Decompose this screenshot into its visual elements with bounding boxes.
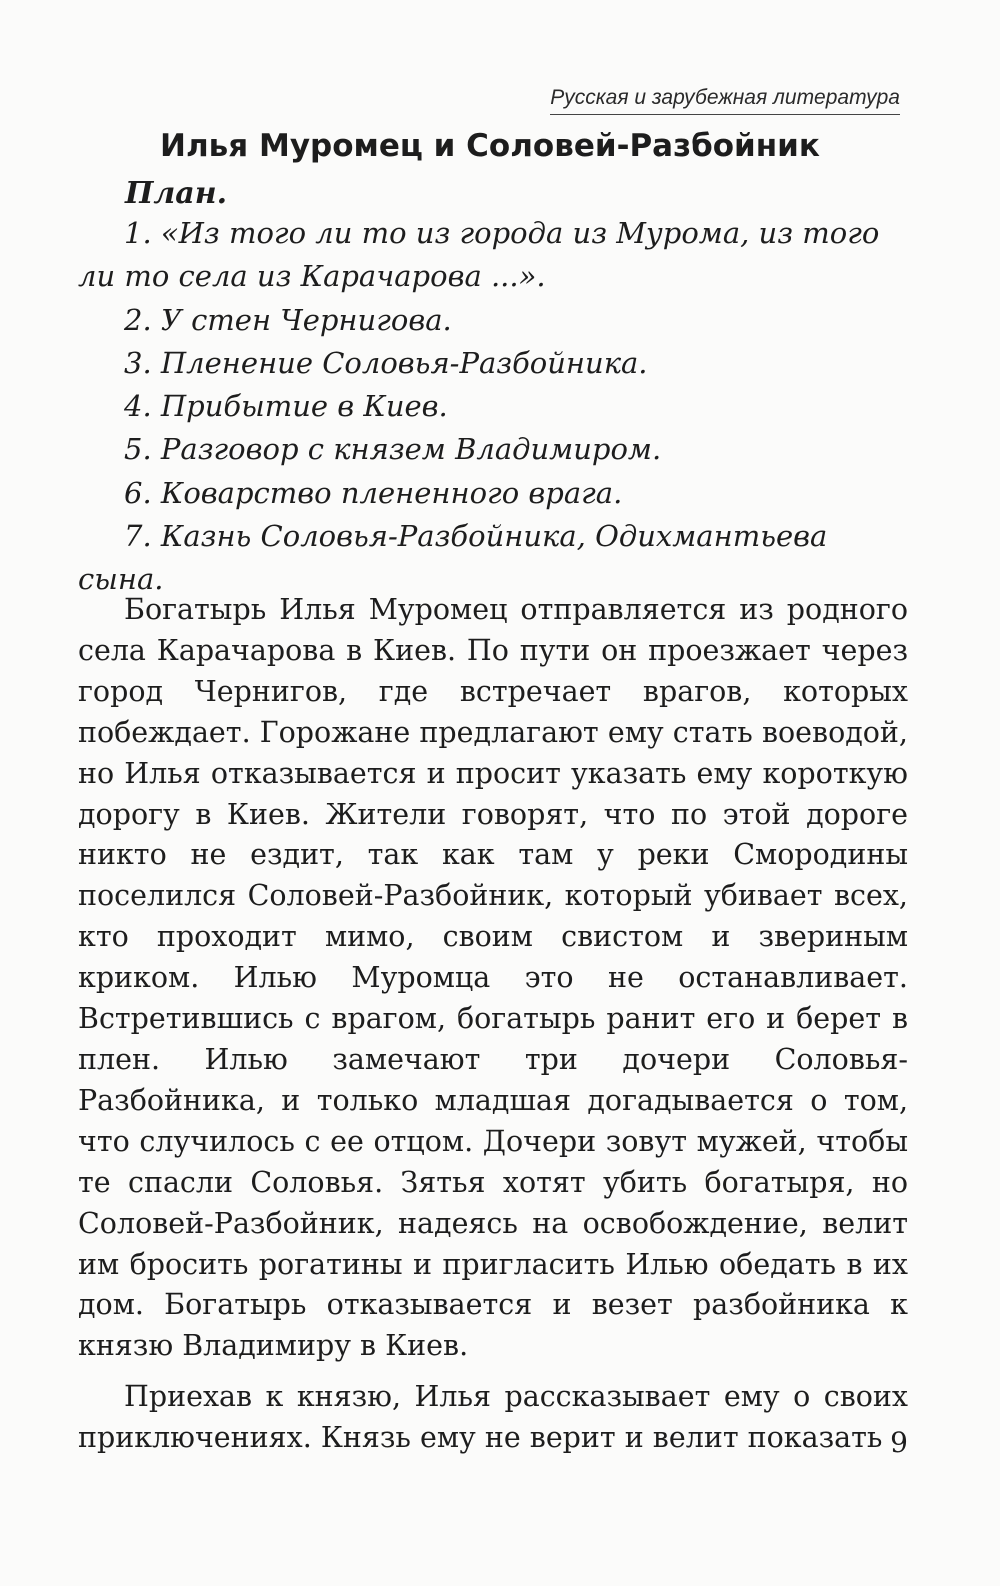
page-number: 9 xyxy=(890,1426,908,1459)
plan-item: 7. Казнь Соловья-Разбойника, Одихмантьева сына. xyxy=(78,519,828,597)
plan-item: 3. Пленение Соловья-Разбойника. xyxy=(124,345,648,380)
paragraph: Богатырь Илья Муромец отправляется из родного села Карачарова в Киев. По пути он проезжает через город Чернигов, где встречает врагов, которых побеждает. Горожане предлагают ему стать воеводой, но Илья отказывается и просит указать ему короткую дорогу в Киев. Жители говорят, что по этой дороге никто не ездит, так как там у реки Смородины поселился Соловей-Разбойник, который убивает всех, кто проходит мимо, своим свистом и звериным криком. Илью Муромца это не останавливает. Встретившись с врагом, богатырь ранит его и берет в плен. Илью замечают три дочери Соловья-Разбойника, и только младшая догадывается о том, что случилось с ее отцом. Дочери зовут мужей, чтобы те спасли Соловья. Зятья хотят убить богатыря, но Соловей-Разбойник, надеясь на освобождение, велит им бросить рогатины и пригласить Илью обедать в их дом. Богатырь отказывается и везет разбойника к князю Владимиру в Киев. xyxy=(78,593,908,1363)
plan-item: 4. Прибытие в Киев. xyxy=(124,389,448,424)
plan-item: 2. У стен Чернигова. xyxy=(124,302,452,337)
paragraph: Приехав к князю, Илья рассказывает ему о своих приключениях. Князь ему не верит и велит показать xyxy=(78,1380,908,1455)
plan-label: План. xyxy=(125,176,228,211)
body-text xyxy=(78,590,908,1469)
running-head: Русская и зарубежная литература xyxy=(550,86,900,115)
plan-item: 5. Разговор с князем Владимиром. xyxy=(124,432,662,467)
plan-item: 6. Коварство плененного врага. xyxy=(124,475,623,510)
plan-list xyxy=(78,212,908,602)
plan-item: 1. «Из того ли то из города из Мурома, из того ли то села из Карачарова ...». xyxy=(78,216,880,294)
page-title: Илья Муромец и Соловей-Разбойник xyxy=(160,128,820,164)
